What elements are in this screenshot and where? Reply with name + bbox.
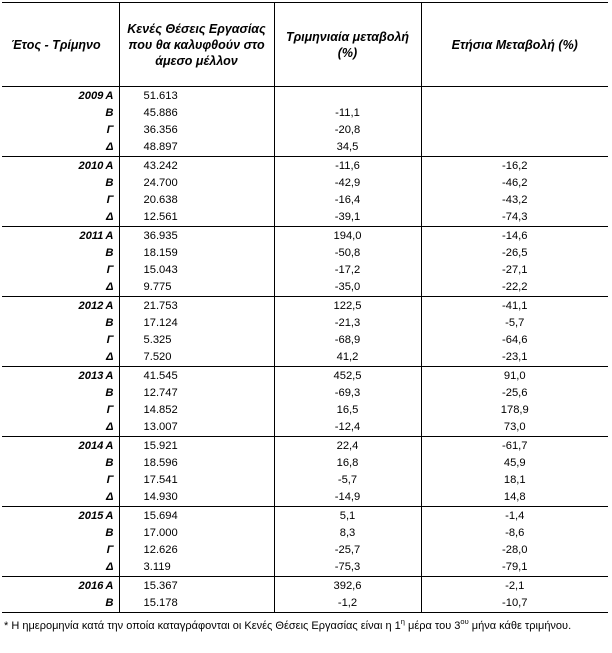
cell-vacancies: 15.921: [119, 437, 274, 456]
cell-quarterly-change: -12,4: [274, 419, 421, 437]
cell-quarterly-change: 8,3: [274, 525, 421, 542]
header-period: Έτος - Τρίμηνο: [2, 3, 119, 87]
cell-period: [2, 385, 119, 402]
cell-period: [2, 227, 119, 246]
cell-vacancies: 24.700: [119, 175, 274, 192]
footnote-superscript-first: η: [400, 617, 405, 626]
cell-vacancies: 18.159: [119, 245, 274, 262]
cell-year: 2010: [78, 160, 104, 172]
cell-annual-change: [421, 139, 608, 157]
cell-vacancies: 15.694: [119, 507, 274, 526]
cell-quarter: Δ: [105, 351, 114, 363]
cell-quarterly-change: -75,3: [274, 559, 421, 577]
table-row: [2, 507, 608, 526]
cell-quarter: Α: [105, 90, 114, 102]
cell-quarter: Α: [105, 160, 114, 172]
cell-vacancies: 45.886: [119, 105, 274, 122]
cell-period: [2, 367, 119, 386]
cell-vacancies: 17.000: [119, 525, 274, 542]
cell-annual-change: 18,1: [421, 472, 608, 489]
table-row: [2, 297, 608, 316]
cell-period: [2, 455, 119, 472]
cell-vacancies: 5.325: [119, 332, 274, 349]
cell-annual-change: -27,1: [421, 262, 608, 279]
table-row: [2, 227, 608, 246]
cell-quarterly-change: -16,4: [274, 192, 421, 209]
cell-quarter: Β: [105, 107, 114, 119]
cell-quarter: Δ: [105, 491, 114, 503]
cell-quarterly-change: -50,8: [274, 245, 421, 262]
cell-quarter: Γ: [106, 544, 114, 556]
cell-period: [2, 595, 119, 613]
job-vacancies-table: [2, 2, 608, 613]
table-body: [2, 87, 608, 613]
cell-quarterly-change: -1,2: [274, 595, 421, 613]
cell-annual-change: -10,7: [421, 595, 608, 613]
table-row: [2, 245, 608, 262]
cell-year: 2016: [78, 580, 104, 592]
table-row: [2, 87, 608, 106]
cell-quarterly-change: -69,3: [274, 385, 421, 402]
cell-annual-change: -22,2: [421, 279, 608, 297]
cell-year: 2009: [78, 90, 104, 102]
cell-quarter: Γ: [106, 334, 114, 346]
cell-quarterly-change: -14,9: [274, 489, 421, 507]
cell-vacancies: 51.613: [119, 87, 274, 106]
table-row: [2, 349, 608, 367]
table-row: [2, 437, 608, 456]
footnote-text-middle: μέρα του 3: [404, 620, 461, 632]
cell-period: [2, 122, 119, 139]
footnote: [4, 619, 608, 633]
cell-vacancies: 15.043: [119, 262, 274, 279]
cell-vacancies: 12.747: [119, 385, 274, 402]
cell-quarterly-change: 41,2: [274, 349, 421, 367]
cell-quarterly-change: -35,0: [274, 279, 421, 297]
cell-period: [2, 87, 119, 106]
cell-annual-change: -46,2: [421, 175, 608, 192]
cell-quarter: Γ: [106, 264, 114, 276]
table-row: [2, 209, 608, 227]
cell-annual-change: -25,6: [421, 385, 608, 402]
cell-quarter: Β: [105, 527, 114, 539]
cell-quarterly-change: 34,5: [274, 139, 421, 157]
cell-period: [2, 245, 119, 262]
cell-quarterly-change: -11,6: [274, 157, 421, 176]
cell-period: [2, 437, 119, 456]
cell-vacancies: 17.124: [119, 315, 274, 332]
cell-year: 2012: [78, 300, 104, 312]
cell-period: [2, 279, 119, 297]
cell-period: [2, 349, 119, 367]
cell-vacancies: 21.753: [119, 297, 274, 316]
cell-annual-change: 45,9: [421, 455, 608, 472]
cell-quarterly-change: -5,7: [274, 472, 421, 489]
cell-period: [2, 175, 119, 192]
cell-annual-change: -1,4: [421, 507, 608, 526]
cell-annual-change: 73,0: [421, 419, 608, 437]
cell-quarter: Β: [105, 247, 114, 259]
cell-period: [2, 105, 119, 122]
cell-quarter: Α: [105, 510, 114, 522]
cell-period: [2, 262, 119, 279]
cell-quarter: Α: [105, 440, 114, 452]
table-row: [2, 489, 608, 507]
cell-quarterly-change: -11,1: [274, 105, 421, 122]
cell-period: [2, 525, 119, 542]
cell-period: [2, 157, 119, 176]
table-row: [2, 157, 608, 176]
cell-quarterly-change: -17,2: [274, 262, 421, 279]
cell-vacancies: 9.775: [119, 279, 274, 297]
cell-annual-change: -14,6: [421, 227, 608, 246]
cell-vacancies: 43.242: [119, 157, 274, 176]
cell-annual-change: -26,5: [421, 245, 608, 262]
cell-vacancies: 15.178: [119, 595, 274, 613]
cell-annual-change: [421, 105, 608, 122]
cell-period: [2, 402, 119, 419]
cell-quarter: Β: [105, 317, 114, 329]
cell-vacancies: 20.638: [119, 192, 274, 209]
cell-year: 2011: [79, 230, 104, 242]
table-row: [2, 262, 608, 279]
cell-quarterly-change: -68,9: [274, 332, 421, 349]
cell-period: [2, 507, 119, 526]
table-row: [2, 472, 608, 489]
cell-period: [2, 489, 119, 507]
cell-quarter: Α: [105, 230, 114, 242]
table-row: [2, 315, 608, 332]
cell-quarterly-change: 194,0: [274, 227, 421, 246]
table-row: [2, 577, 608, 596]
cell-annual-change: -28,0: [421, 542, 608, 559]
cell-year: 2014: [78, 440, 104, 452]
cell-annual-change: -23,1: [421, 349, 608, 367]
cell-vacancies: 13.007: [119, 419, 274, 437]
cell-quarterly-change: 392,6: [274, 577, 421, 596]
cell-quarter: Α: [105, 580, 114, 592]
cell-annual-change: -8,6: [421, 525, 608, 542]
header-quarterly-change: Τριμηνιαία μεταβολή (%): [274, 3, 421, 87]
cell-annual-change: 91,0: [421, 367, 608, 386]
cell-quarterly-change: 452,5: [274, 367, 421, 386]
cell-vacancies: 14.852: [119, 402, 274, 419]
cell-annual-change: [421, 87, 608, 106]
cell-period: [2, 419, 119, 437]
cell-period: [2, 577, 119, 596]
cell-quarter: Β: [105, 177, 114, 189]
cell-quarter: Δ: [105, 561, 114, 573]
cell-vacancies: 12.626: [119, 542, 274, 559]
cell-annual-change: -5,7: [421, 315, 608, 332]
cell-annual-change: 178,9: [421, 402, 608, 419]
cell-quarterly-change: 122,5: [274, 297, 421, 316]
table-row: [2, 419, 608, 437]
table-row: [2, 542, 608, 559]
table-header-row: [2, 3, 608, 87]
cell-vacancies: 36.356: [119, 122, 274, 139]
cell-quarterly-change: -39,1: [274, 209, 421, 227]
cell-vacancies: 17.541: [119, 472, 274, 489]
table-row: [2, 367, 608, 386]
cell-quarter: Δ: [105, 141, 114, 153]
footnote-text-start: * Η ημερομηνία κατά την οποία καταγράφονται οι Κενές Θέσεις Εργασίας είναι η 1: [4, 620, 401, 632]
cell-period: [2, 472, 119, 489]
cell-vacancies: 12.561: [119, 209, 274, 227]
cell-annual-change: -79,1: [421, 559, 608, 577]
cell-vacancies: 41.545: [119, 367, 274, 386]
cell-quarter: Δ: [105, 211, 114, 223]
cell-quarter: Γ: [106, 404, 114, 416]
cell-vacancies: 3.119: [119, 559, 274, 577]
cell-vacancies: 18.596: [119, 455, 274, 472]
cell-quarter: Γ: [106, 194, 114, 206]
table-row: [2, 175, 608, 192]
cell-annual-change: -41,1: [421, 297, 608, 316]
cell-quarterly-change: 16,5: [274, 402, 421, 419]
cell-vacancies: 15.367: [119, 577, 274, 596]
table-row: [2, 525, 608, 542]
table-row: [2, 105, 608, 122]
cell-year: 2015: [78, 510, 104, 522]
cell-quarterly-change: -20,8: [274, 122, 421, 139]
cell-quarterly-change: [274, 87, 421, 106]
cell-quarter: Β: [105, 457, 114, 469]
cell-annual-change: -61,7: [421, 437, 608, 456]
footnote-text-end: μήνα κάθε τριμήνου.: [468, 620, 572, 632]
cell-quarter: Α: [105, 300, 114, 312]
cell-quarter: Α: [105, 370, 114, 382]
cell-quarter: Β: [105, 597, 114, 609]
cell-annual-change: -43,2: [421, 192, 608, 209]
cell-annual-change: -64,6: [421, 332, 608, 349]
cell-period: [2, 297, 119, 316]
cell-quarter: Β: [105, 387, 114, 399]
cell-year: 2013: [78, 370, 104, 382]
cell-period: [2, 192, 119, 209]
cell-quarter: Γ: [106, 124, 114, 136]
header-vacancies: Κενές Θέσεις Εργασίας που θα καλυφθούν στο άμεσο μέλλον: [119, 3, 274, 87]
cell-period: [2, 332, 119, 349]
cell-quarterly-change: -42,9: [274, 175, 421, 192]
cell-quarter: Δ: [105, 281, 114, 293]
cell-annual-change: 14,8: [421, 489, 608, 507]
cell-vacancies: 48.897: [119, 139, 274, 157]
header-annual-change: Ετήσια Μεταβολή (%): [421, 3, 608, 87]
cell-annual-change: -16,2: [421, 157, 608, 176]
cell-vacancies: 7.520: [119, 349, 274, 367]
table-row: [2, 385, 608, 402]
cell-period: [2, 139, 119, 157]
cell-vacancies: 36.935: [119, 227, 274, 246]
cell-period: [2, 542, 119, 559]
cell-annual-change: [421, 122, 608, 139]
table-row: [2, 332, 608, 349]
table-row: [2, 139, 608, 157]
table-row: [2, 595, 608, 613]
cell-quarter: Γ: [106, 474, 114, 486]
table-row: [2, 402, 608, 419]
table-row: [2, 279, 608, 297]
cell-quarterly-change: 16,8: [274, 455, 421, 472]
cell-annual-change: -74,3: [421, 209, 608, 227]
footnote-superscript-third: ου: [460, 617, 469, 626]
cell-quarterly-change: -21,3: [274, 315, 421, 332]
table-row: [2, 559, 608, 577]
cell-quarterly-change: 5,1: [274, 507, 421, 526]
cell-quarter: Δ: [105, 421, 114, 433]
cell-period: [2, 559, 119, 577]
cell-period: [2, 209, 119, 227]
table-row: [2, 455, 608, 472]
table-row: [2, 192, 608, 209]
cell-quarterly-change: -25,7: [274, 542, 421, 559]
table-row: [2, 122, 608, 139]
cell-quarterly-change: 22,4: [274, 437, 421, 456]
cell-period: [2, 315, 119, 332]
cell-annual-change: -2,1: [421, 577, 608, 596]
cell-vacancies: 14.930: [119, 489, 274, 507]
